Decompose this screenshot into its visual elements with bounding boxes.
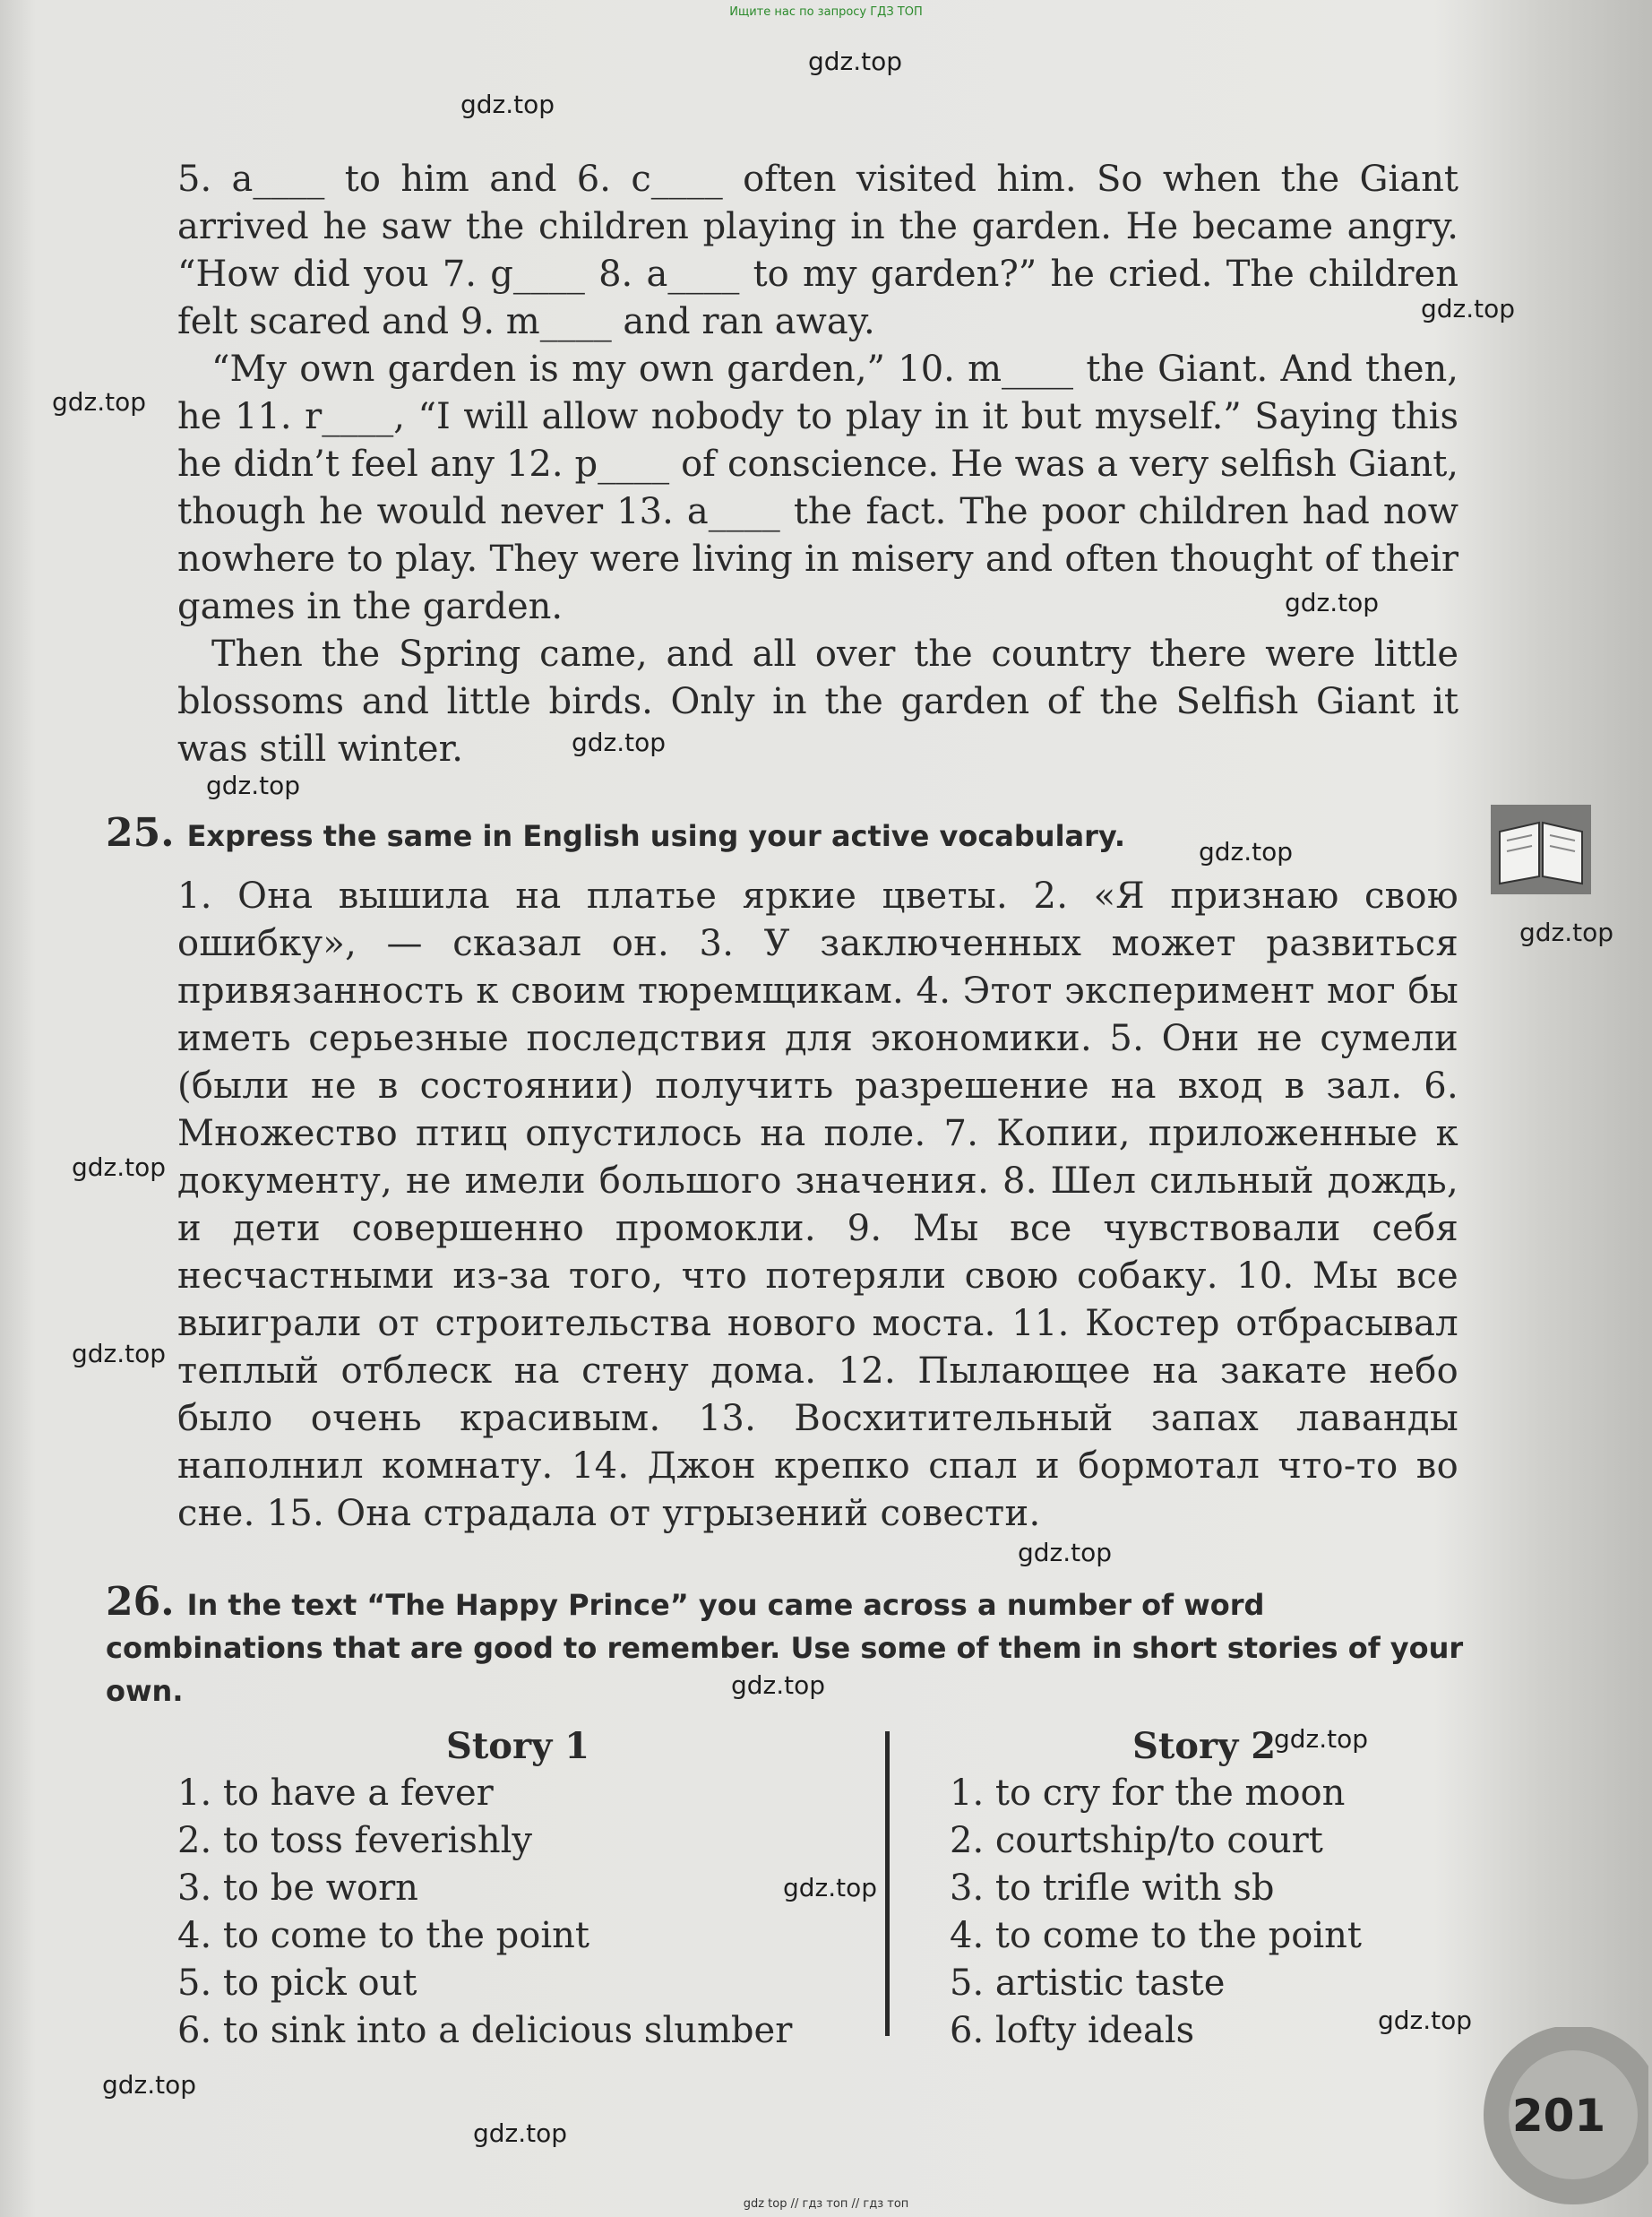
header-note: Ищите нас по запросу ГДЗ ТОП	[729, 5, 923, 19]
watermark: gdz.top	[1199, 837, 1294, 867]
exercise-25-text: 1. Она вышила на платье яркие цветы. 2. «Я признаю свою ошибку», — сказал он. 3. У заключенных может развиться привязанность к своим тюремщикам. 4. Этот эксперимент мог бы иметь серьезные последствия для экономики. 5. Они не сумели (были не в состоянии) получить разрешение на вход в зал. 6. Множество птиц опустилось на поле. 7. Копии, приложенные к документу, не имели большого значения. 8. Шел сильный дождь, и дети совершенно промокли. 9. Мы все чувствовали себя несчастными из-за того, что потеряли свою собаку. 10. Мы все выиграли от строительства нового моста. 11. Костер отбрасывал теплый отблеск на стену дома. 12. Пылающее на закате небо было очень красивым. 13. Восхитительный запах лаванды наполнил комнату. 14. Джон крепко спал и бормотал что-то во сне. 15. Она страдала от угрызений совести.	[177, 876, 1458, 1534]
list-item: 2. courtship/to court	[950, 1820, 1323, 1861]
list-item: 5. artistic taste	[950, 1963, 1226, 2004]
story-1-title: Story 1	[445, 1725, 590, 1767]
list-item: 4. to come to the point	[177, 1915, 589, 1956]
footer-note: gdz top // гдз топ // гдз топ	[743, 2197, 909, 2211]
story-columns	[177, 1722, 1458, 2063]
exercise-number: 25.	[106, 810, 175, 856]
watermark: gdz.top	[1018, 1538, 1113, 1567]
watermark: gdz.top	[1285, 588, 1380, 617]
list-item: 2. to toss feverishly	[177, 1820, 533, 1861]
story-1-column	[177, 1722, 858, 2055]
list-item: 6. lofty ideals	[950, 2010, 1195, 2051]
story-paragraph: Then the Spring came, and all over the country there were little blossoms and little birds. Only in the garden of the Selfish Giant it was still winter.	[177, 634, 1458, 770]
watermark: gdz.top	[1421, 294, 1516, 323]
list-item: 1. to have a fever	[177, 1773, 494, 1814]
list-item: 3. to trifle with sb	[950, 1868, 1275, 1909]
watermark: gdz.top	[72, 1152, 167, 1182]
watermark: gdz.top	[473, 2118, 568, 2148]
watermark: gdz.top	[731, 1670, 826, 1700]
exercise-instruction: Express the same in English using your active vocabulary.	[186, 819, 1125, 853]
exercise-25-heading	[106, 812, 1467, 858]
exercise-number: 26.	[106, 1579, 175, 1625]
book-icon	[1491, 805, 1591, 894]
list-item: 4. to come to the point	[950, 1915, 1362, 1956]
page-number: 201	[1511, 2090, 1606, 2142]
exercise-26-heading	[106, 1581, 1467, 1712]
list-item: 6. to sink into a delicious slumber	[177, 2010, 793, 2051]
watermark: gdz.top	[1274, 1724, 1369, 1754]
page-number-badge	[1469, 2027, 1648, 2206]
story-2-title: Story 2	[1131, 1725, 1277, 1767]
story-1-list	[177, 1770, 858, 2055]
watermark: gdz.top	[1378, 2006, 1473, 2035]
exercise-instruction: In the text “The Happy Prince” you came across a number of word combinations that are good to remember. Use some of them in short stories of your own.	[106, 1588, 1464, 1708]
watermark: gdz.top	[460, 90, 555, 119]
watermark: gdz.top	[102, 2070, 197, 2100]
watermark: gdz.top	[783, 1873, 878, 1902]
story-excerpt	[177, 156, 1458, 773]
story-paragraph: “My own garden is my own garden,” 10. m____ the Giant. And then, he 11. r____, “I will allow nobody to play in it but myself.” Saying this he didn’t feel any 12. p____ of conscience. He was a very selfish Giant, though he would never 13. a____ the fact. The poor children had now nowhere to play. They were living in misery and often thought of their games in the garden.	[177, 349, 1458, 627]
watermark: gdz.top	[52, 387, 147, 417]
story-2-column	[950, 1722, 1458, 2055]
column-divider	[885, 1731, 890, 2036]
list-item: 1. to cry for the moon	[950, 1773, 1346, 1814]
watermark: gdz.top	[72, 1339, 167, 1368]
list-item: 5. to pick out	[177, 1963, 417, 2004]
story-2-list	[950, 1770, 1458, 2055]
watermark: gdz.top	[572, 728, 667, 757]
watermark: gdz.top	[808, 47, 903, 76]
list-item: 3. to be worn	[177, 1868, 418, 1909]
story-paragraph: 5. a____ to him and 6. c____ often visited him. So when the Giant arrived he saw the children playing in the garden. He became angry. “How did you 7. g____ 8. a____ to my garden?” he cried. The children felt scared and 9. m____ and ran away.	[177, 159, 1458, 342]
watermark: gdz.top	[1519, 918, 1614, 947]
watermark: gdz.top	[206, 771, 301, 800]
